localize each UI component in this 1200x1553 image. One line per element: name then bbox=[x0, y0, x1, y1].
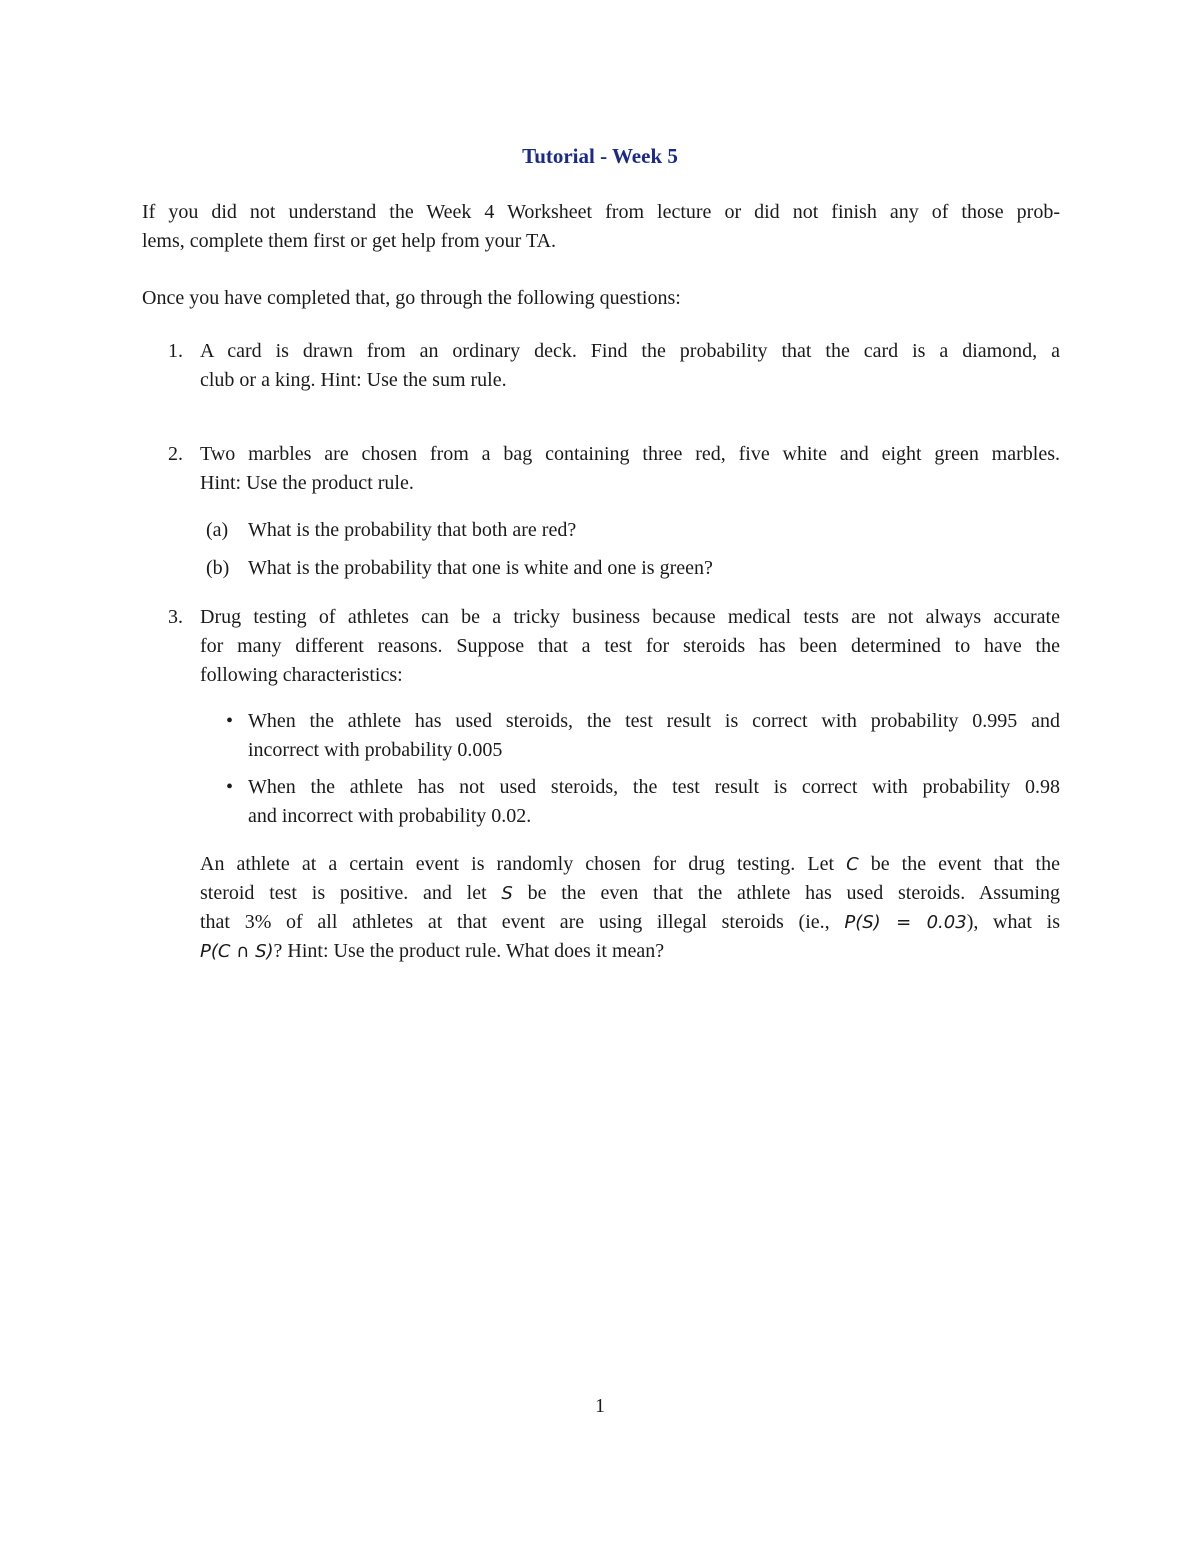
probability-s-expression: P(S) = 0.03 bbox=[844, 912, 967, 933]
closing-line-3-a: that 3% of all athletes at that event are using illegal steroids (ie., bbox=[200, 911, 845, 933]
bullet-1-line-1: When the athlete has used steroids, the test result is correct with probability 0.995 and bbox=[248, 710, 1060, 732]
question-2-number: 2. bbox=[168, 443, 183, 465]
instruction-text: Once you have completed that, go through the following questions: bbox=[142, 287, 681, 309]
closing-line-4-b: ? Hint: Use the product rule. What does it mean? bbox=[273, 940, 665, 962]
bullet-1-text bbox=[248, 707, 1060, 765]
probability-c-and-s-expression: P(C ∩ S) bbox=[200, 941, 274, 962]
document-title: Tutorial - Week 5 bbox=[522, 144, 678, 168]
question-2-text bbox=[200, 440, 1060, 498]
closing-line-1-b: be the event that the bbox=[858, 853, 1060, 875]
bullet-2-line-2: and incorrect with probability 0.02. bbox=[248, 805, 532, 827]
question-3-line-2: for many different reasons. Suppose that a test for steroids has been determined to have the bbox=[200, 635, 1060, 657]
intro-line-1: If you did not understand the Week 4 Worksheet from lecture or did not finish any of those prob- bbox=[142, 201, 1060, 223]
closing-line-3-b: ), what is bbox=[966, 911, 1060, 933]
part-a-label: (a) bbox=[206, 519, 229, 541]
part-a-text: What is the probability that both are red? bbox=[248, 519, 577, 541]
part-b-label: (b) bbox=[206, 557, 230, 579]
question-2-line-1: Two marbles are chosen from a bag containing three red, five white and eight green marbles. bbox=[200, 443, 1060, 465]
question-1-number: 1. bbox=[168, 340, 183, 362]
closing-line-3 bbox=[200, 908, 1060, 937]
closing-line-2 bbox=[200, 879, 1060, 908]
question-3-number: 3. bbox=[168, 606, 183, 628]
question-2-line-2: Hint: Use the product rule. bbox=[200, 472, 414, 494]
question-1-line-1: A card is drawn from an ordinary deck. Find the probability that the card is a diamond, a bbox=[200, 340, 1060, 362]
closing-line-1 bbox=[200, 850, 1060, 879]
bullet-2-text bbox=[248, 773, 1060, 831]
question-1-text bbox=[200, 337, 1060, 395]
event-s-symbol: S bbox=[501, 883, 513, 904]
question-3-text bbox=[200, 603, 1060, 690]
closing-line-1-a: An athlete at a certain event is randomly chosen for drug testing. Let bbox=[200, 853, 847, 875]
question-3-line-1: Drug testing of athletes can be a tricky business because medical tests are not always accurate bbox=[200, 606, 1060, 628]
question-1-line-2: club or a king. Hint: Use the sum rule. bbox=[200, 369, 507, 391]
question-3-closing bbox=[200, 850, 1060, 966]
intro-line-2: lems, complete them first or get help from your TA. bbox=[142, 230, 557, 252]
event-c-symbol: C bbox=[846, 854, 859, 875]
bullet-1-line-2: incorrect with probability 0.005 bbox=[248, 739, 503, 761]
bullet-2-line-1: When the athlete has not used steroids, the test result is correct with probability 0.98 bbox=[248, 776, 1060, 798]
bullet-dot-icon: • bbox=[226, 710, 234, 732]
page-number: 1 bbox=[595, 1395, 605, 1417]
closing-line-4 bbox=[200, 937, 1060, 966]
bullet-dot-icon: • bbox=[226, 776, 234, 798]
part-b-text: What is the probability that one is white and one is green? bbox=[248, 557, 713, 579]
question-3-line-3: following characteristics: bbox=[200, 664, 403, 686]
closing-line-2-a: steroid test is positive. and let bbox=[200, 882, 502, 904]
intro-paragraph bbox=[142, 198, 1060, 256]
closing-line-2-b: be the even that the athlete has used steroids. Assuming bbox=[512, 882, 1060, 904]
